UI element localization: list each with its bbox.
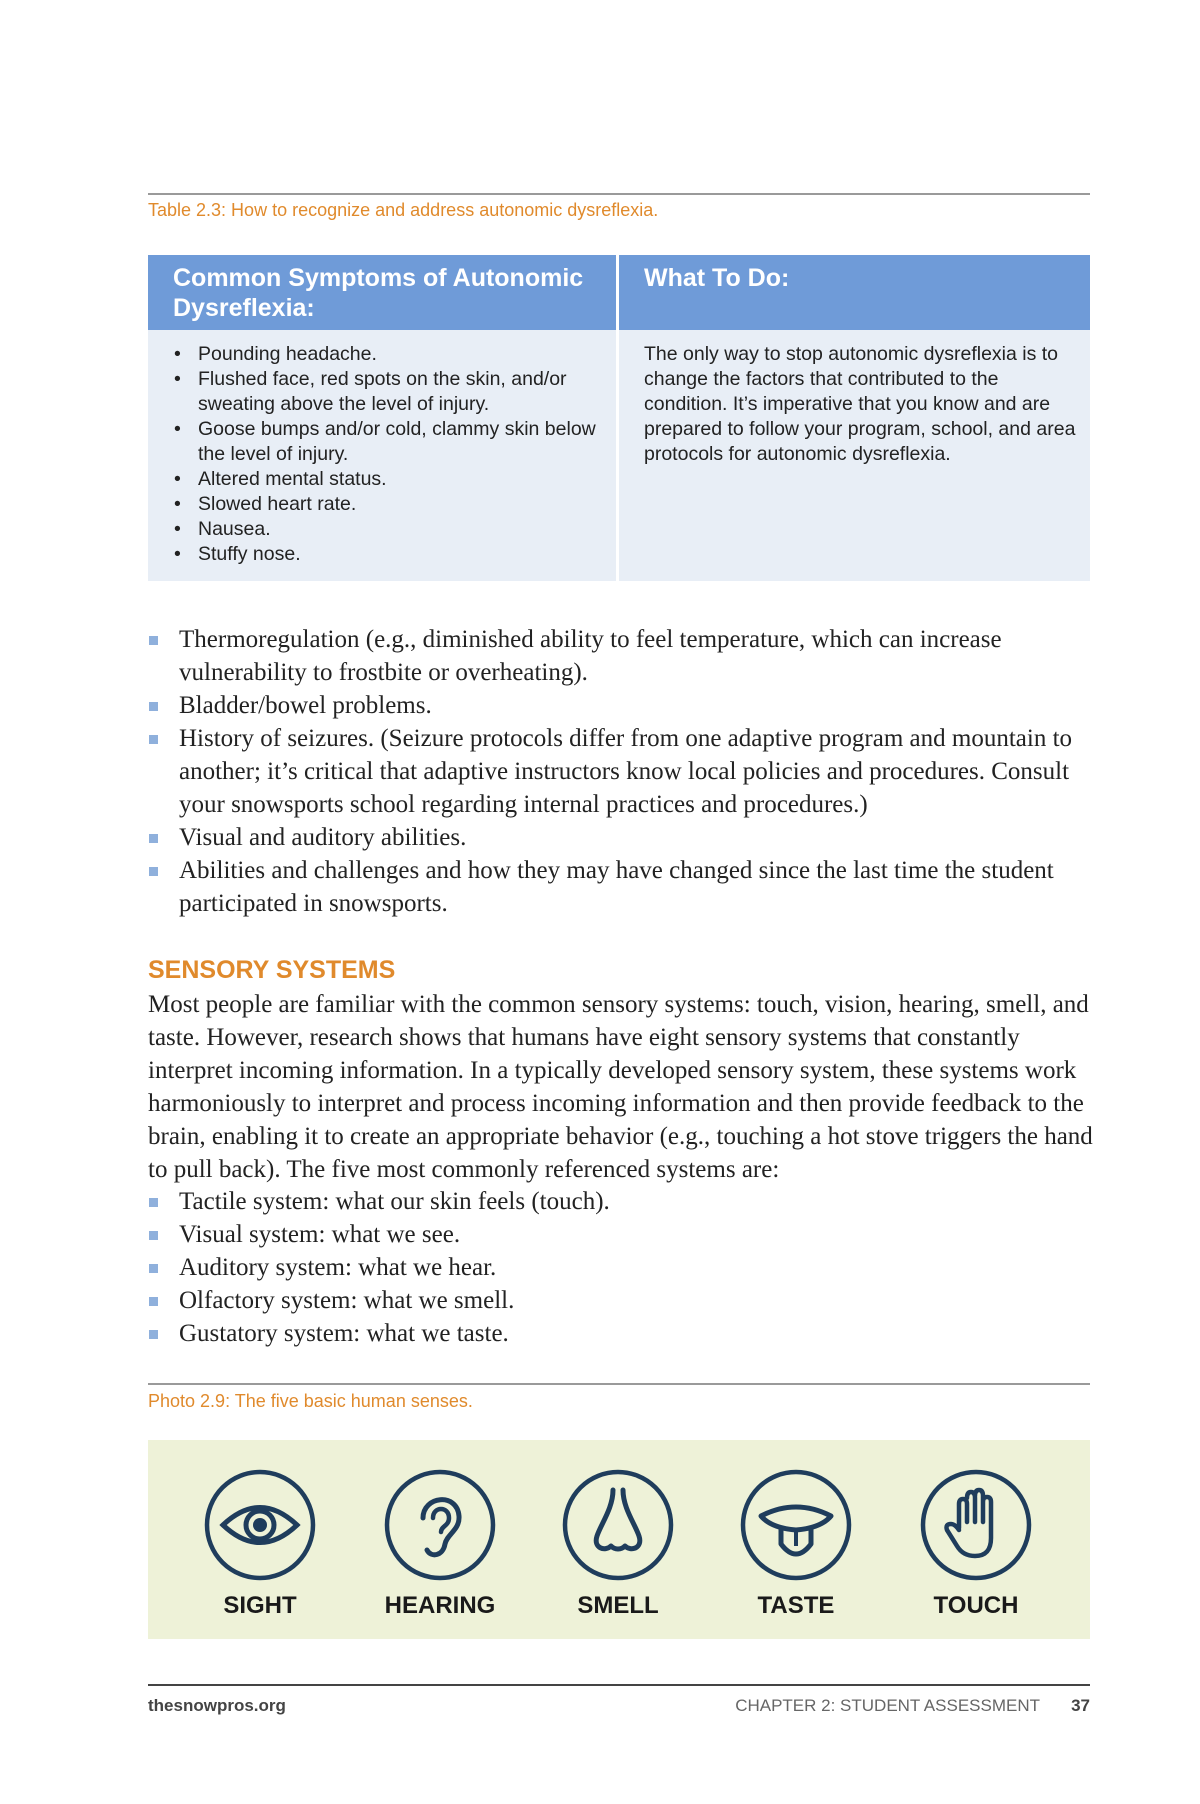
list-item: Auditory system: what we hear. xyxy=(148,1251,1093,1284)
sense-label: HEARING xyxy=(384,1592,496,1619)
list-item: • Pounding headache. xyxy=(173,342,596,367)
list-item: • Flushed face, red spots on the skin, and/or sweating above the level of injury. xyxy=(173,367,596,417)
list-item: • Altered mental status. xyxy=(173,467,596,492)
section-heading: SENSORY SYSTEMS xyxy=(148,956,396,984)
table-cell-what-to-do: The only way to stop autonomic dysreflexia is to change the factors that contributed to the condition. It’s imperative that you know and are prepared to follow your program, school, and area protocols for autonomic dysreflexia. xyxy=(619,330,1090,581)
list-item: History of seizures. (Seizure protocols differ from one adaptive program and mountain to another; it’s critical that adaptive instructors know local policies and procedures. Consult your snowsports school regarding internal practices and procedures.) xyxy=(148,722,1093,821)
sense-taste xyxy=(716,1468,876,1620)
senses-figure xyxy=(148,1440,1090,1639)
list-item: • Slowed heart rate. xyxy=(173,492,596,517)
sense-label: TOUCH xyxy=(933,1592,1019,1619)
list-item: Olfactory system: what we smell. xyxy=(148,1284,1093,1317)
sensory-system-list xyxy=(148,1185,1093,1350)
list-item: Thermoregulation (e.g., diminished ability to feel temperature, which can increase vulnerability to frostbite or overheating). xyxy=(148,623,1093,689)
list-item: • Stuffy nose. xyxy=(173,542,596,567)
photo-top-rule xyxy=(148,1383,1090,1385)
sense-touch xyxy=(896,1468,1056,1620)
sense-label: TASTE xyxy=(757,1592,835,1619)
page-number: 37 xyxy=(1071,1696,1090,1715)
photo-caption: Photo 2.9: The five basic human senses. xyxy=(148,1391,473,1411)
footer-rule xyxy=(148,1684,1090,1686)
eye-icon xyxy=(203,1468,317,1582)
list-item: • Goose bumps and/or cold, clammy skin below the level of injury. xyxy=(173,417,596,467)
list-item: Gustatory system: what we taste. xyxy=(148,1317,1093,1350)
sense-hearing xyxy=(360,1468,520,1620)
list-item: Visual and auditory abilities. xyxy=(148,821,1093,854)
dysreflexia-table xyxy=(148,255,1090,581)
footer-website: thesnowpros.org xyxy=(148,1696,286,1715)
nose-icon xyxy=(561,1468,675,1582)
sense-sight xyxy=(180,1468,340,1620)
table-top-rule xyxy=(148,193,1090,195)
list-item: • Nausea. xyxy=(173,517,596,542)
hand-icon xyxy=(919,1468,1033,1582)
list-item: Bladder/bowel problems. xyxy=(148,689,1093,722)
sense-label: SMELL xyxy=(577,1592,659,1619)
list-item: Tactile system: what our skin feels (touch). xyxy=(148,1185,1093,1218)
sense-label: SIGHT xyxy=(223,1592,297,1619)
symptom-list xyxy=(173,342,596,567)
table-header-what-to-do: What To Do: xyxy=(619,255,1090,330)
ear-icon xyxy=(383,1468,497,1582)
table-caption: Table 2.3: How to recognize and address autonomic dysreflexia. xyxy=(148,200,659,220)
list-item: Visual system: what we see. xyxy=(148,1218,1093,1251)
table-cell-symptoms xyxy=(148,330,616,581)
tongue-icon xyxy=(739,1468,853,1582)
sensory-paragraph: Most people are familiar with the common sensory systems: touch, vision, hearing, smell, and taste. However, research shows that humans have eight sensory systems that constantly interpret incoming information. In a typically developed sensory system, these systems work harmoniously to interpret and process incoming information and then provide feedback to the brain, enabling it to create an appropriate behavior (e.g., touching a hot stove triggers the hand to pull back). The five most commonly referenced systems are: xyxy=(148,991,1093,1183)
assessment-list xyxy=(148,623,1093,920)
list-item: Abilities and challenges and how they may have changed since the last time the student participated in snowsports. xyxy=(148,854,1093,920)
sense-smell xyxy=(538,1468,698,1620)
table-header-symptoms: Common Symptoms of Autonomic Dysreflexia: xyxy=(148,255,616,330)
footer-chapter: CHAPTER 2: STUDENT ASSESSMENT xyxy=(735,1696,1040,1715)
